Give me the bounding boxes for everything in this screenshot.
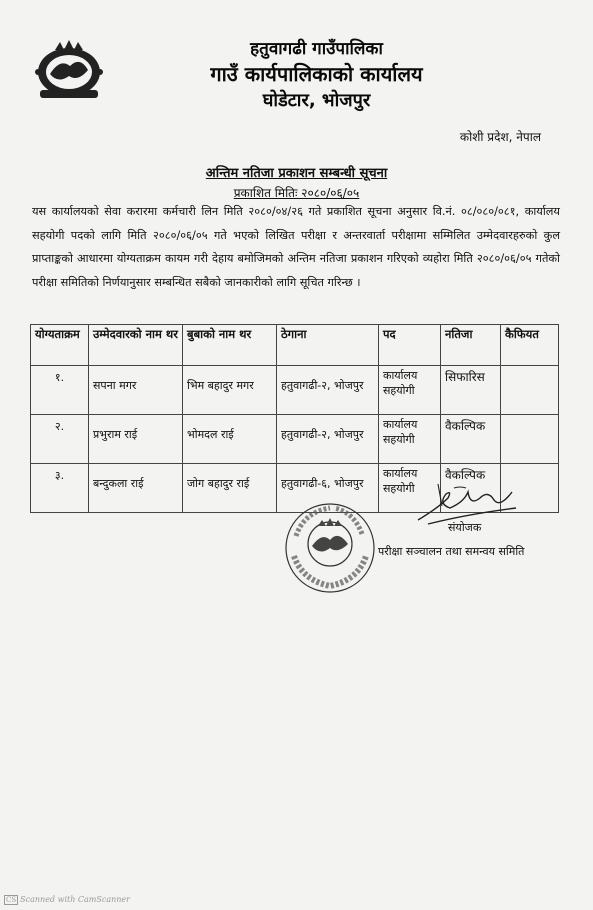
signatory-role: संयोजक <box>448 521 482 534</box>
cell-address: हतुवागढी-६, भोजपुर <box>277 464 379 513</box>
cell-rank: १. <box>31 366 89 415</box>
header-remarks: कैफियत <box>501 325 559 366</box>
table-header-row <box>31 325 559 366</box>
cell-post: कार्यालय सहयोगी <box>379 464 441 513</box>
cell-father: भिम बहादुर मगर <box>183 366 277 415</box>
header-candidate-name: उम्मेदवारको नाम थर <box>89 325 183 366</box>
published-date <box>0 184 593 201</box>
cell-result: वैकल्पिक <box>441 415 501 464</box>
table-row <box>31 415 559 464</box>
scanner-text: Scanned with CamScanner <box>20 895 130 904</box>
cell-rank: ३. <box>31 464 89 513</box>
cell-remarks <box>501 366 559 415</box>
notice-title <box>0 163 593 181</box>
header-result: नतिजा <box>441 325 501 366</box>
cell-name: सपना मगर <box>89 366 183 415</box>
cell-address: हतुवागढी-२, भोजपुर <box>277 415 379 464</box>
scanner-watermark <box>4 895 130 905</box>
notice-title-text: अन्तिम नतिजा प्रकाशन सम्बन्धी सूचना <box>205 166 388 181</box>
cell-post: कार्यालय सहयोगी <box>379 415 441 464</box>
cell-result: वैकल्पिक <box>441 464 501 513</box>
official-seal-stamp <box>282 500 378 596</box>
province-label: कोशी प्रदेश, नेपाल <box>459 130 541 144</box>
scanner-badge: CS <box>6 896 17 904</box>
cell-address: हतुवागढी-२, भोजपुर <box>277 366 379 415</box>
published-date-text: प्रकाशित मितिः २०८०/०६/०५ <box>233 186 360 200</box>
notice-body: यस कार्यालयको सेवा करारमा कर्मचारी लिन मिति २०८०/०४/२६ गते प्रकाशित सूचना अनुसार वि.नं. ०८/०८०/०८१, कार्यालय सहयोगी पदको लागि मिति २०८०/०६/०५ गते भएको लिखित परीक्षा र अन्तरवार्ता परीक्षामा सम्मिलित उम्मेदवारहरुको कुल प्राप्ताङ्कको आधारमा योग्यताक्रम कायम गरी देहाय बमोजिमको अन्तिम नतिजा प्रकाशन गरिएको व्यहोरा मिति २०८०/०६/०५ गतेको परीक्षा समितिको निर्णयानुसार सम्बन्धित सबैको जानकारीको लागि सूचित गरिन्छ । <box>32 205 560 289</box>
header-address: ठेगाना <box>277 325 379 366</box>
cell-remarks <box>501 415 559 464</box>
office-name: गाउँ कार्यपालिकाको कार्यालय <box>210 62 423 86</box>
cell-name: बन्दुकला राई <box>89 464 183 513</box>
office-location: घोडेटार, भोजपुर <box>262 90 371 111</box>
municipality-name: हतुवागढी गाउँपालिका <box>250 39 383 59</box>
header-rank: योग्यताक्रम <box>31 325 89 366</box>
cell-father: जोग बहादुर राई <box>183 464 277 513</box>
committee-name: परीक्षा सञ्चालन तथा समन्वय समिति <box>378 545 525 558</box>
cell-result: सिफारिस <box>441 366 501 415</box>
cell-rank: २. <box>31 415 89 464</box>
table-row <box>31 366 559 415</box>
cell-post: कार्यालय सहयोगी <box>379 366 441 415</box>
header-father-name: बुबाको नाम थर <box>183 325 277 366</box>
header-post: पद <box>379 325 441 366</box>
cell-father: भोमदल राई <box>183 415 277 464</box>
cell-name: प्रभुराम राई <box>89 415 183 464</box>
